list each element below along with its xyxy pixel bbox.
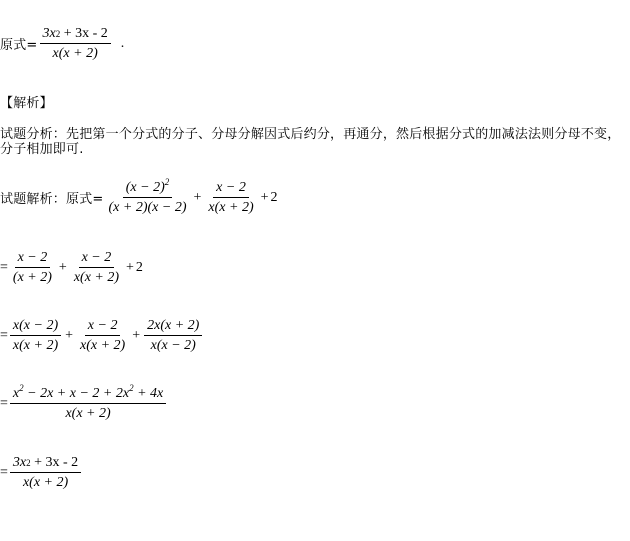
equals-sign: = xyxy=(0,259,8,275)
step1-term2 xyxy=(71,250,122,285)
original-numerator: 3x 2 + 3x - 2 xyxy=(40,26,111,44)
step2-line xyxy=(0,318,204,353)
analysis-text: 先把第一个分式的分子、分母分解因式后约分，再通分，然后根据分式的加减法法则分母不变，分子相加即可. xyxy=(0,127,621,157)
step1-term1 xyxy=(10,250,55,285)
solution-line xyxy=(0,177,278,215)
original-denominator: x(x + 2) xyxy=(52,46,98,61)
original-expression-line xyxy=(0,26,124,61)
step2-term3 xyxy=(144,318,202,353)
analysis-label: 试题分析： xyxy=(0,127,67,142)
step2-term1 xyxy=(10,318,61,353)
step0-term2 xyxy=(205,180,256,215)
step0-term1-denominator: (x + 2)(x − 2) xyxy=(108,200,187,215)
section-title-line xyxy=(0,92,53,111)
original-prefix: 原式= xyxy=(0,38,38,53)
step2-term1-denominator: x(x + 2) xyxy=(12,338,59,353)
period: . xyxy=(120,35,125,51)
equals-sign: = xyxy=(0,395,8,411)
step2-term2-numerator: x − 2 xyxy=(85,318,121,336)
step1-term2-numerator: x − 2 xyxy=(79,250,115,268)
solution-prefix: 原式= xyxy=(66,192,104,207)
step3-numerator: $x^2 - 2x + x - 2 + 2x^2 + 4x$ xyxy=(10,386,166,404)
step0-term2-numerator: x − 2 xyxy=(213,180,249,198)
step3-line xyxy=(0,383,168,421)
constant-two: 2 xyxy=(135,259,143,275)
plus-sign: + xyxy=(260,189,269,205)
step1-term2-denominator: x(x + 2) xyxy=(73,270,120,285)
equals-sign: = xyxy=(0,464,8,480)
step1-line xyxy=(0,250,143,285)
step0-term1 xyxy=(106,177,190,215)
step2-term3-denominator: x(x − 2) xyxy=(150,338,196,353)
step0-term2-denominator: x(x + 2) xyxy=(208,200,254,215)
step3-fraction xyxy=(10,383,166,421)
final-denominator: x(x + 2) xyxy=(22,475,69,490)
step1-term1-numerator: x − 2 xyxy=(15,250,51,268)
step2-term1-numerator: x(x − 2) xyxy=(10,318,61,336)
constant-two: 2 xyxy=(270,189,278,205)
solution-label: 试题解析： xyxy=(0,192,67,207)
plus-sign: + xyxy=(58,259,67,275)
step0-term1-numerator: $(x - 2)^2$ xyxy=(123,180,173,198)
plus-sign: + xyxy=(132,327,141,343)
final-line xyxy=(0,455,83,490)
final-numerator: 3x 2 + 3x - 2 xyxy=(10,455,81,473)
final-fraction xyxy=(10,455,81,490)
original-fraction xyxy=(40,26,111,61)
step2-term2-denominator: x(x + 2) xyxy=(80,338,126,353)
step1-term1-denominator: (x + 2) xyxy=(12,270,52,285)
step2-term2 xyxy=(77,318,128,353)
plus-sign: + xyxy=(65,327,74,343)
plus-sign: + xyxy=(126,259,134,275)
step3-denominator: x(x + 2) xyxy=(65,406,111,421)
step2-term3-numerator: 2x(x + 2) xyxy=(144,318,202,336)
equals-sign: = xyxy=(0,327,8,343)
plus-sign: + xyxy=(193,189,202,205)
section-title: 【解析】 xyxy=(0,96,53,111)
analysis-paragraph xyxy=(0,127,628,157)
